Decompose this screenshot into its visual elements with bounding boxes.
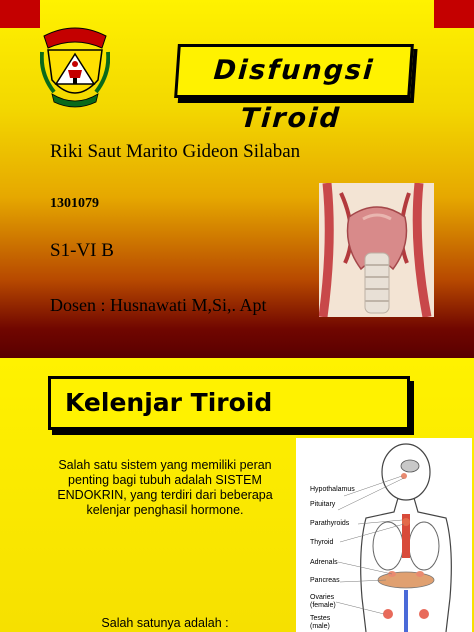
label-thyroid: Thyroid — [310, 539, 334, 546]
label-hypothalamus: Hypothalamus — [310, 486, 355, 493]
student-number: 1301079 — [50, 196, 99, 211]
author-name: Riki Saut Marito Gideon Silaban — [50, 141, 301, 162]
university-logo-icon — [40, 22, 110, 108]
class-label: S1-VI B — [50, 240, 114, 261]
label-parathyroids: Parathyroids — [310, 520, 350, 527]
slide-title: Disfungsi Tiroid — [174, 44, 414, 98]
red-corner-bar — [0, 0, 40, 28]
slide-2 — [0, 358, 474, 632]
red-corner-bar — [434, 0, 474, 28]
body-paragraph: Salah satu sistem yang memiliki peran penting bagi tubuh adalah SISTEM ENDOKRIN, yang terdiri dari beberapa kelenjar penghasil hormone. — [57, 458, 273, 517]
label-adrenals: Adrenals — [310, 559, 338, 566]
thyroid-photo — [319, 183, 434, 317]
label-pituitary: Pituitary — [310, 501, 336, 508]
lecturer-label: Dosen : Husnawati M,Si,. Apt — [50, 295, 267, 315]
slide-title: Kelenjar Tiroid — [48, 376, 410, 430]
label-pancreas: Pancreas — [310, 577, 340, 584]
body-paragraph: Salah satunya adalah : — [101, 616, 229, 630]
label-female: (female) — [310, 602, 336, 609]
label-male: (male) — [310, 623, 330, 630]
label-testes: Testes — [310, 615, 331, 622]
label-ovaries: Ovaries — [310, 594, 335, 601]
